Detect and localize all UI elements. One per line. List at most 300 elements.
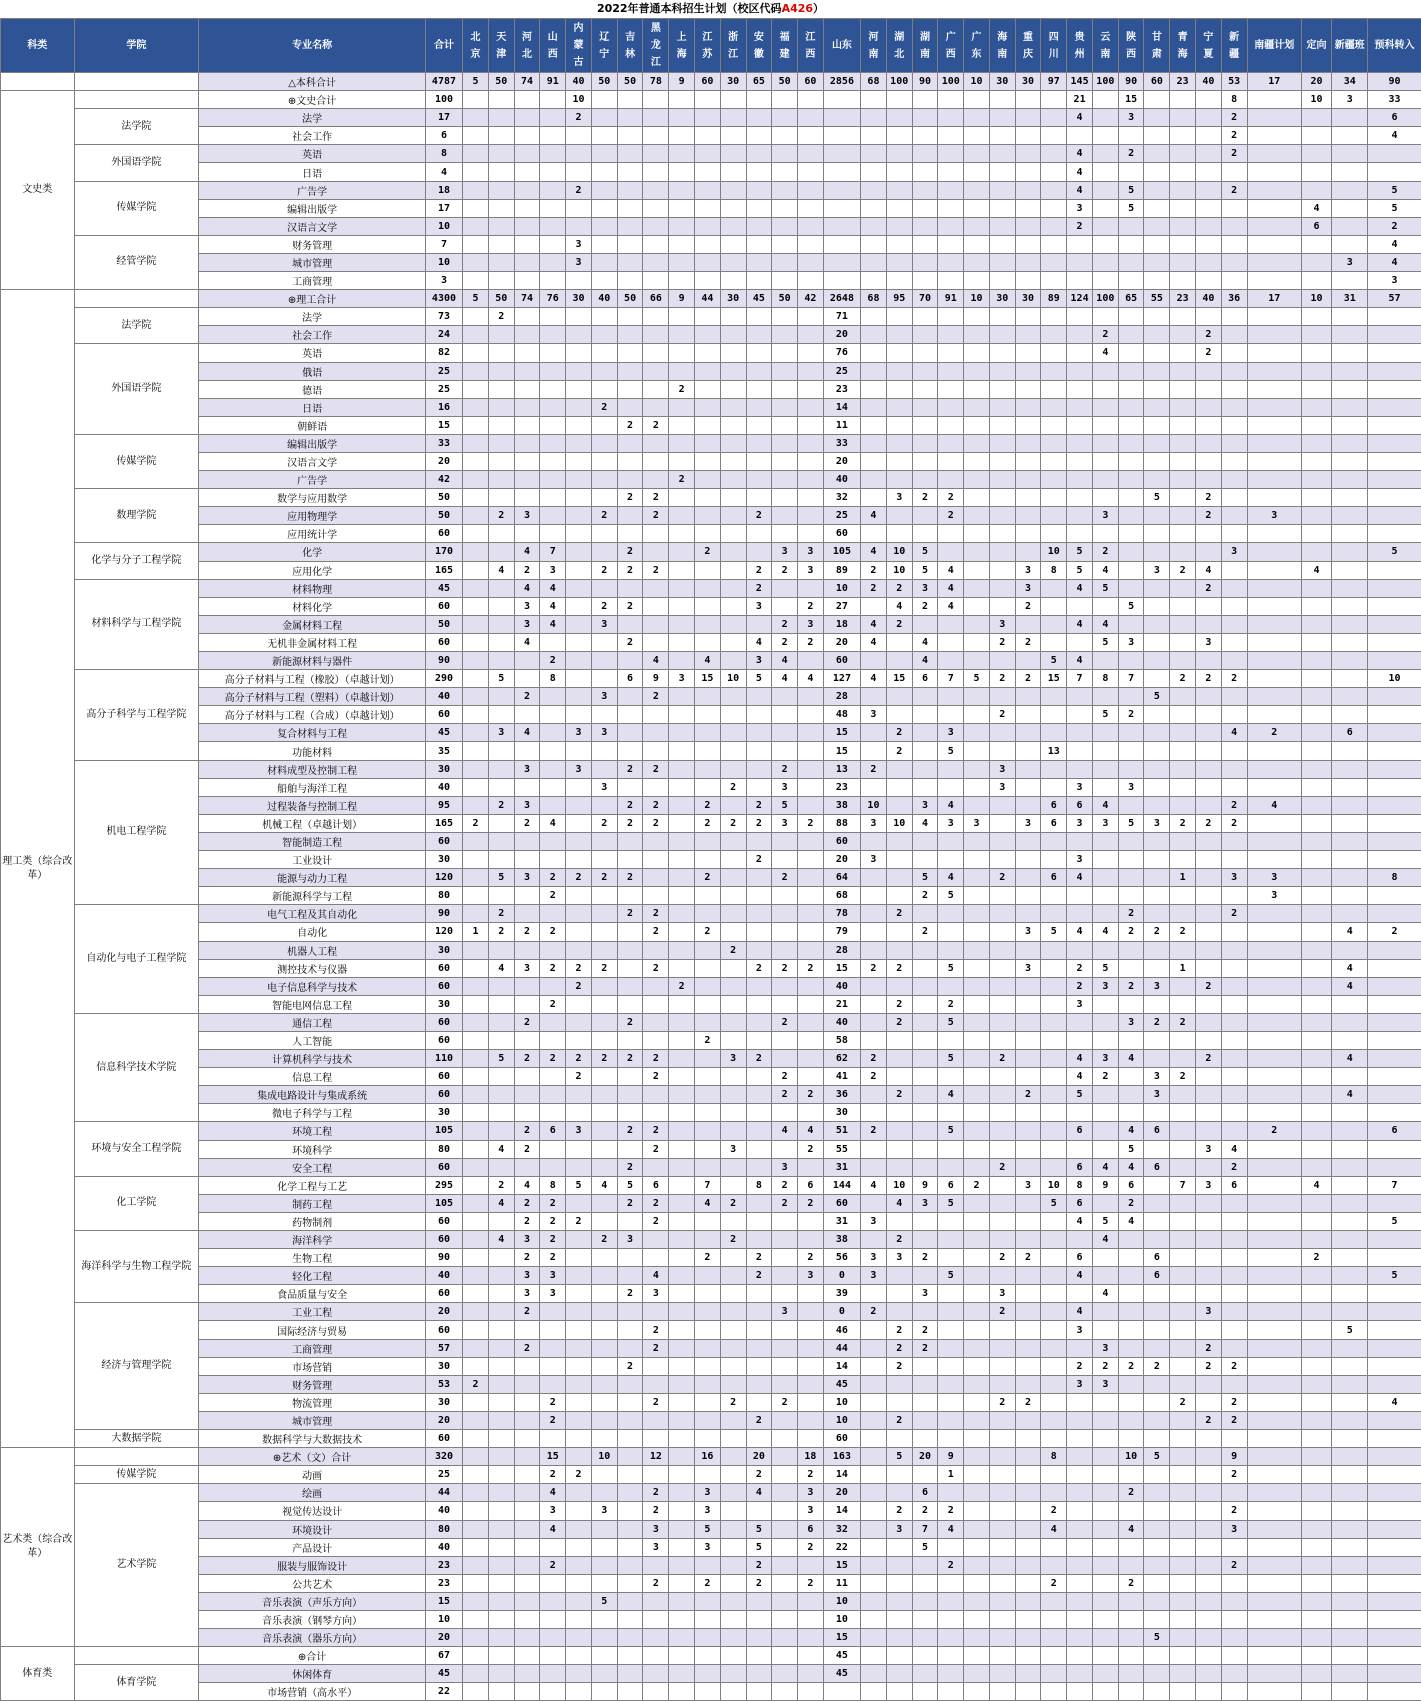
quota-cell <box>669 163 695 181</box>
quota-cell <box>861 1194 887 1212</box>
quota-cell <box>1118 163 1144 181</box>
quota-cell <box>694 1375 720 1393</box>
quota-cell <box>964 1466 990 1484</box>
quota-cell <box>1221 1104 1247 1122</box>
quota-cell <box>1118 1538 1144 1556</box>
quota-cell <box>1332 507 1368 525</box>
quota-cell <box>1301 1031 1331 1049</box>
quota-cell <box>591 1647 617 1665</box>
quota-cell <box>1221 217 1247 235</box>
quota-cell: 2 <box>617 1285 643 1303</box>
quota-cell <box>1144 1194 1170 1212</box>
quota-cell <box>1196 995 1222 1013</box>
quota-cell <box>488 217 514 235</box>
quota-cell: 4 <box>1067 181 1093 199</box>
quota-cell <box>1368 1249 1421 1267</box>
quota-cell <box>669 199 695 217</box>
quota-cell <box>1196 1520 1222 1538</box>
quota-cell <box>463 561 489 579</box>
quota-cell <box>1221 1321 1247 1339</box>
quota-cell: 145 <box>1067 73 1093 91</box>
quota-cell <box>1144 127 1170 145</box>
quota-cell <box>1067 235 1093 253</box>
quota-cell <box>1041 633 1067 651</box>
quota-cell <box>1015 905 1041 923</box>
quota-cell: 3 <box>798 1502 824 1520</box>
quota-cell <box>798 1556 824 1574</box>
row-total: 15 <box>425 1592 462 1610</box>
quota-cell <box>964 1303 990 1321</box>
quota-cell <box>1368 308 1421 326</box>
quota-cell <box>720 1466 746 1484</box>
quota-cell: 14 <box>823 1357 860 1375</box>
quota-cell: 3 <box>989 760 1015 778</box>
quota-cell <box>912 1665 938 1683</box>
quota-cell <box>912 471 938 489</box>
quota-cell <box>1332 760 1368 778</box>
quota-cell: 3 <box>1196 1303 1222 1321</box>
quota-cell <box>1332 1411 1368 1429</box>
quota-cell <box>463 1303 489 1321</box>
quota-cell <box>1118 398 1144 416</box>
quota-cell <box>912 145 938 163</box>
quota-cell <box>938 615 964 633</box>
quota-cell: 3 <box>643 1520 669 1538</box>
quota-cell <box>798 163 824 181</box>
quota-cell <box>1170 1031 1196 1049</box>
quota-cell <box>938 1321 964 1339</box>
quota-cell: 2 <box>617 814 643 832</box>
quota-cell <box>1041 507 1067 525</box>
quota-cell <box>463 1194 489 1212</box>
quota-cell <box>1247 489 1301 507</box>
quota-cell <box>1067 452 1093 470</box>
quota-cell <box>1196 543 1222 561</box>
quota-cell <box>1092 1683 1118 1701</box>
quota-cell <box>1118 1393 1144 1411</box>
quota-cell <box>772 1249 798 1267</box>
quota-cell <box>912 1556 938 1574</box>
quota-cell: 4 <box>1067 1212 1093 1230</box>
quota-cell <box>1301 253 1331 271</box>
quota-cell: 15 <box>823 959 860 977</box>
quota-cell: 2 <box>746 1267 772 1285</box>
quota-cell: 13 <box>823 760 860 778</box>
quota-cell <box>964 1231 990 1249</box>
quota-cell <box>591 1285 617 1303</box>
quota-cell <box>886 1050 912 1068</box>
quota-cell <box>1144 959 1170 977</box>
quota-cell: 2 <box>617 1013 643 1031</box>
quota-cell: 58 <box>823 1031 860 1049</box>
quota-cell <box>1196 1647 1222 1665</box>
quota-cell <box>669 1466 695 1484</box>
quota-cell <box>463 652 489 670</box>
quota-cell: 2 <box>798 597 824 615</box>
quota-cell <box>938 525 964 543</box>
quota-cell: 2 <box>643 796 669 814</box>
quota-cell: 4 <box>1092 923 1118 941</box>
quota-cell <box>488 489 514 507</box>
quota-cell: 2 <box>617 1158 643 1176</box>
quota-cell <box>989 959 1015 977</box>
quota-cell <box>669 1321 695 1339</box>
quota-cell: 2 <box>1221 1158 1247 1176</box>
quota-cell <box>463 905 489 923</box>
quota-cell <box>912 959 938 977</box>
quota-cell <box>1247 1158 1301 1176</box>
quota-cell <box>1170 778 1196 796</box>
quota-cell <box>1170 199 1196 217</box>
quota-cell: 3 <box>798 1484 824 1502</box>
quota-cell <box>1301 1013 1331 1031</box>
quota-cell <box>694 434 720 452</box>
quota-cell <box>772 1466 798 1484</box>
quota-cell <box>1332 851 1368 869</box>
quota-cell <box>1041 1592 1067 1610</box>
quota-cell <box>720 1411 746 1429</box>
quota-cell: 10 <box>1301 290 1331 308</box>
quota-cell <box>1041 1303 1067 1321</box>
quota-cell <box>772 1104 798 1122</box>
quota-cell <box>772 887 798 905</box>
quota-cell <box>798 308 824 326</box>
table-row <box>1 742 1421 760</box>
quota-cell <box>1092 1031 1118 1049</box>
quota-cell <box>938 1411 964 1429</box>
quota-cell <box>823 1683 860 1701</box>
quota-cell <box>1118 1629 1144 1647</box>
table-row <box>1 73 1421 91</box>
quota-cell <box>1196 1610 1222 1628</box>
quota-cell <box>1015 1212 1041 1230</box>
quota-cell <box>1301 109 1331 127</box>
quota-cell <box>720 1448 746 1466</box>
quota-cell <box>1015 1231 1041 1249</box>
quota-cell: 7 <box>912 1520 938 1538</box>
quota-cell <box>746 1104 772 1122</box>
quota-cell <box>463 1484 489 1502</box>
quota-cell: 56 <box>823 1249 860 1267</box>
quota-cell <box>1041 615 1067 633</box>
row-total: 60 <box>425 1430 462 1448</box>
quota-cell <box>861 181 887 199</box>
quota-cell <box>1067 1484 1093 1502</box>
quota-cell <box>617 1430 643 1448</box>
major-name: 法学 <box>199 109 426 127</box>
quota-cell: 4 <box>1041 1520 1067 1538</box>
quota-cell <box>488 362 514 380</box>
quota-cell <box>488 1357 514 1375</box>
quota-cell <box>1092 1466 1118 1484</box>
quota-cell <box>938 145 964 163</box>
quota-cell: 5 <box>938 1267 964 1285</box>
row-total: 42 <box>425 471 462 489</box>
quota-cell <box>1015 995 1041 1013</box>
table-row <box>1 1267 1421 1285</box>
quota-cell <box>1368 1231 1421 1249</box>
quota-cell <box>540 525 566 543</box>
college-cell: 自动化与电子工程学院 <box>74 905 199 1014</box>
quota-cell <box>617 1249 643 1267</box>
quota-cell <box>1144 272 1170 290</box>
quota-cell: 5 <box>488 1050 514 1068</box>
quota-cell <box>1144 1683 1170 1701</box>
quota-cell <box>694 1339 720 1357</box>
quota-cell: 2 <box>643 1502 669 1520</box>
quota-cell <box>1196 1267 1222 1285</box>
quota-cell <box>514 1574 540 1592</box>
header-region: 甘肃 <box>1144 19 1170 73</box>
quota-cell <box>566 887 592 905</box>
quota-cell <box>964 308 990 326</box>
quota-cell: 45 <box>823 1665 860 1683</box>
quota-cell <box>669 832 695 850</box>
quota-cell <box>861 1556 887 1574</box>
quota-cell: 2 <box>591 597 617 615</box>
quota-cell <box>617 1104 643 1122</box>
quota-cell <box>694 778 720 796</box>
quota-cell <box>746 434 772 452</box>
quota-cell <box>1301 181 1331 199</box>
quota-cell <box>1067 1430 1093 1448</box>
quota-cell <box>720 1158 746 1176</box>
quota-cell <box>1170 615 1196 633</box>
college-cell: 化学与分子工程学院 <box>74 543 199 579</box>
quota-cell: 2 <box>694 869 720 887</box>
quota-cell <box>746 688 772 706</box>
quota-cell: 2 <box>643 416 669 434</box>
quota-cell <box>566 1249 592 1267</box>
row-total: 15 <box>425 416 462 434</box>
quota-cell: 2 <box>540 1466 566 1484</box>
sheet-title <box>0 0 1421 18</box>
quota-cell: 60 <box>798 73 824 91</box>
quota-cell: 4 <box>540 814 566 832</box>
quota-cell <box>1301 1194 1331 1212</box>
quota-cell <box>591 471 617 489</box>
quota-cell <box>886 1592 912 1610</box>
quota-cell: 3 <box>1247 887 1301 905</box>
quota-cell <box>886 1212 912 1230</box>
quota-cell <box>1092 887 1118 905</box>
quota-cell: 2 <box>989 670 1015 688</box>
quota-cell <box>964 217 990 235</box>
quota-cell <box>1247 760 1301 778</box>
quota-cell: 4 <box>938 579 964 597</box>
quota-cell <box>566 706 592 724</box>
quota-cell <box>1332 1683 1368 1701</box>
quota-cell: 4 <box>488 1140 514 1158</box>
quota-cell <box>1368 597 1421 615</box>
quota-cell <box>989 181 1015 199</box>
quota-cell <box>746 235 772 253</box>
header-region: 吉林 <box>617 19 643 73</box>
quota-cell: 8 <box>1092 670 1118 688</box>
table-row <box>1 145 1421 163</box>
quota-cell <box>989 217 1015 235</box>
quota-cell: 5 <box>912 1538 938 1556</box>
quota-cell <box>566 127 592 145</box>
quota-cell <box>720 181 746 199</box>
quota-cell <box>591 1122 617 1140</box>
quota-cell <box>1015 1357 1041 1375</box>
quota-cell <box>964 1574 990 1592</box>
quota-cell <box>540 181 566 199</box>
header-region: 安徽 <box>746 19 772 73</box>
table-row <box>1 1393 1421 1411</box>
quota-cell: 38 <box>823 796 860 814</box>
quota-cell <box>669 1683 695 1701</box>
quota-cell: 1 <box>938 1466 964 1484</box>
quota-cell: 2 <box>1041 1574 1067 1592</box>
quota-cell <box>1092 109 1118 127</box>
quota-cell <box>1015 1430 1041 1448</box>
quota-cell <box>1196 1321 1222 1339</box>
quota-cell <box>886 253 912 271</box>
quota-cell: 2 <box>772 760 798 778</box>
quota-cell <box>1118 1068 1144 1086</box>
quota-cell: 2 <box>591 561 617 579</box>
quota-cell <box>912 1466 938 1484</box>
college-cell: 外国语学院 <box>74 344 199 434</box>
quota-cell <box>746 1013 772 1031</box>
quota-cell: 4 <box>1368 235 1421 253</box>
quota-cell <box>617 1068 643 1086</box>
quota-cell: 2 <box>617 905 643 923</box>
quota-cell <box>1041 1375 1067 1393</box>
quota-cell <box>463 145 489 163</box>
quota-cell <box>488 525 514 543</box>
quota-cell: 3 <box>798 1267 824 1285</box>
quota-cell <box>886 380 912 398</box>
quota-cell: 4 <box>514 543 540 561</box>
quota-cell <box>1221 199 1247 217</box>
quota-cell <box>694 1122 720 1140</box>
quota-cell: 2 <box>591 398 617 416</box>
quota-cell <box>1170 1321 1196 1339</box>
quota-cell <box>1092 941 1118 959</box>
quota-cell: 6 <box>1041 869 1067 887</box>
quota-cell <box>694 1411 720 1429</box>
quota-cell <box>1247 471 1301 489</box>
quota-cell: 8 <box>1221 91 1247 109</box>
quota-cell: 9 <box>912 1176 938 1194</box>
quota-cell <box>1170 633 1196 651</box>
quota-cell <box>1092 1267 1118 1285</box>
table-row <box>1 398 1421 416</box>
quota-cell <box>1015 1448 1041 1466</box>
quota-cell <box>694 471 720 489</box>
quota-cell: 5 <box>1144 688 1170 706</box>
quota-cell: 5 <box>1368 1212 1421 1230</box>
header-region: 山东 <box>823 19 860 73</box>
table-row <box>1 633 1421 651</box>
quota-cell <box>643 272 669 290</box>
quota-cell: 4 <box>1092 1158 1118 1176</box>
quota-cell <box>1118 525 1144 543</box>
quota-cell: 66 <box>643 290 669 308</box>
major-name: 材料物理 <box>199 579 426 597</box>
quota-cell: 89 <box>1041 290 1067 308</box>
quota-cell <box>1170 1158 1196 1176</box>
quota-cell <box>798 525 824 543</box>
table-row <box>1 199 1421 217</box>
quota-cell <box>1015 525 1041 543</box>
quota-cell <box>886 308 912 326</box>
quota-cell: 4 <box>540 597 566 615</box>
quota-cell <box>746 995 772 1013</box>
quota-cell: 4 <box>1368 253 1421 271</box>
row-total: 105 <box>425 1122 462 1140</box>
quota-cell <box>1301 163 1331 181</box>
quota-cell: 3 <box>772 543 798 561</box>
major-name: 安全工程 <box>199 1158 426 1176</box>
quota-cell: 10 <box>823 579 860 597</box>
quota-cell <box>669 145 695 163</box>
quota-cell <box>912 181 938 199</box>
quota-cell <box>1196 1285 1222 1303</box>
quota-cell <box>1041 416 1067 434</box>
quota-cell <box>720 1249 746 1267</box>
quota-cell <box>1144 1574 1170 1592</box>
header-region: 河南 <box>861 19 887 73</box>
quota-cell: 2 <box>989 1249 1015 1267</box>
quota-cell <box>1301 1556 1331 1574</box>
quota-cell <box>514 91 540 109</box>
quota-cell <box>1332 1013 1368 1031</box>
quota-cell <box>1247 543 1301 561</box>
quota-cell <box>669 109 695 127</box>
quota-cell <box>912 507 938 525</box>
quota-cell <box>1301 1140 1331 1158</box>
quota-cell <box>886 471 912 489</box>
quota-cell <box>488 1285 514 1303</box>
quota-cell <box>643 1411 669 1429</box>
quota-cell: 2 <box>746 1050 772 1068</box>
major-name: 休闲体育 <box>199 1665 426 1683</box>
quota-cell <box>540 1303 566 1321</box>
quota-cell <box>643 1375 669 1393</box>
quota-cell <box>566 832 592 850</box>
quota-cell <box>643 615 669 633</box>
quota-cell <box>566 688 592 706</box>
quota-cell <box>1301 507 1331 525</box>
quota-cell <box>861 1013 887 1031</box>
quota-cell <box>1247 1176 1301 1194</box>
quota-cell <box>886 199 912 217</box>
quota-cell <box>540 706 566 724</box>
quota-cell: 4 <box>861 670 887 688</box>
quota-cell <box>1196 91 1222 109</box>
quota-cell <box>746 272 772 290</box>
quota-cell <box>540 688 566 706</box>
row-total: 60 <box>425 1068 462 1086</box>
quota-cell <box>669 1448 695 1466</box>
major-name: 高分子材料与工程（橡胶）（卓越计划） <box>199 670 426 688</box>
quota-cell <box>964 832 990 850</box>
quota-cell <box>463 959 489 977</box>
quota-cell <box>1301 1520 1331 1538</box>
quota-cell: 2 <box>1144 1013 1170 1031</box>
quota-cell <box>1332 471 1368 489</box>
major-name: ⊕理工合计 <box>199 290 426 308</box>
quota-cell <box>1332 272 1368 290</box>
quota-cell: 2 <box>540 1231 566 1249</box>
table-row <box>1 977 1421 995</box>
quota-cell <box>1221 362 1247 380</box>
quota-cell: 5 <box>1092 579 1118 597</box>
